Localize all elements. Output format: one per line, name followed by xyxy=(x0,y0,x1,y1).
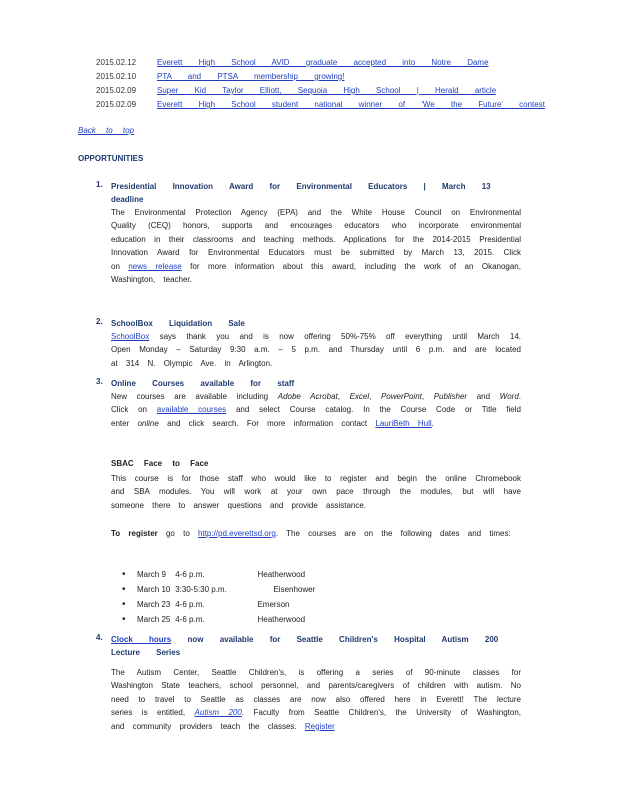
item-number: 2. xyxy=(96,317,103,326)
news-item xyxy=(96,56,545,70)
schoolbox-link[interactable]: SchoolBox xyxy=(111,332,150,341)
item-text: . xyxy=(431,418,434,428)
item-text: and xyxy=(476,392,491,401)
item-text: New courses are available including xyxy=(111,392,269,401)
session-time: 4-6 p.m. xyxy=(175,570,205,579)
list-item xyxy=(122,582,315,597)
session-list xyxy=(122,567,315,627)
news-release-link[interactable]: news release xyxy=(128,261,182,271)
session-date: March 23 xyxy=(137,600,171,609)
item-number: 4. xyxy=(96,633,103,642)
list-item xyxy=(122,567,315,582)
news-link[interactable]: Everett High School AVID graduate accepted into Notre Dame xyxy=(157,58,489,67)
news-link[interactable]: Everett High School student national winner of 'We the Future' contest xyxy=(157,100,545,109)
app-name: PowerPoint xyxy=(380,392,422,401)
news-date: 2015.02.12 xyxy=(96,58,137,67)
session-time: 4-6 p.m. xyxy=(175,600,205,609)
session-place: Heatherwood xyxy=(257,615,306,624)
item-body xyxy=(111,330,521,370)
item-text: . The courses are on the following dates and times: xyxy=(275,529,511,538)
item-title: SchoolBox Liquidation Sale xyxy=(111,319,245,328)
item-body xyxy=(111,666,521,733)
app-name: Publisher xyxy=(433,392,468,401)
news-item xyxy=(96,70,545,84)
session-date: March 9 xyxy=(137,570,166,579)
news-item xyxy=(96,98,545,112)
item-text: and select Course catalog. In the Course Code or Title field enter xyxy=(111,405,521,428)
item-text: The Autism Center, Seattle Children's, is offering a series of 90-minute classes for Washington State teachers, school personnel, and parents/caregivers of children with autism. No need to travel to Seattle as classes are now also offered here in Everett! The lecture series is entitled, xyxy=(111,668,521,718)
item-text: . Faculty from Seattle Children's, the University of Washington, and community providers teach the classes. xyxy=(111,708,521,731)
back-to-top-link[interactable]: Back to top xyxy=(78,126,135,135)
item-title xyxy=(111,633,521,659)
item-title: Presidential Innovation Award for Environmental Educators | March 13 deadline xyxy=(111,182,491,204)
autism-200-link[interactable]: Autism 200 xyxy=(194,708,242,718)
news-link[interactable]: Super Kid Taylor Elliott, Sequoia High School | Herald article xyxy=(157,86,497,95)
list-item xyxy=(122,597,315,612)
session-date: March 10 xyxy=(137,585,171,594)
session-place: Eisenhower xyxy=(273,585,316,594)
news-item xyxy=(96,84,545,98)
session-place: Emerson xyxy=(257,600,290,609)
app-name: Word xyxy=(499,392,519,401)
list-item xyxy=(122,612,315,627)
item-text: The Environmental Protection Agency (EPA) and the White House Council on Environmental Quality (CEQ) honors, supports and encourages educators who incorporate environmental education in their classrooms and teaching methods. Applications for the 2014-2015 Presidential Innovation Award for Environmental Educators must be submitted by March 13, 2015. Click on xyxy=(111,208,521,271)
register-label: To register xyxy=(111,529,158,538)
item-text: go to xyxy=(165,529,190,538)
session-time: 3:30-5:30 p.m. xyxy=(175,585,227,594)
item-title: Online Courses available for staff xyxy=(111,379,295,388)
app-name: Adobe Acrobat xyxy=(277,392,338,401)
item-title-text: now available for Seattle Children's Hospital Autism 200 Lecture Series xyxy=(111,635,499,657)
item-body xyxy=(111,206,521,286)
item-text: says thank you and is now offering 50%-75% off everything until March 14. Open Monday – Saturday 9:30 a.m. – 5 p.m. and Thursday until 6 p.m. and are located at 314 N. Olympic Ave. in Arlington. xyxy=(111,332,521,368)
register-link[interactable]: Register xyxy=(304,721,335,731)
sbac-title: SBAC Face to Face xyxy=(111,459,209,468)
news-link[interactable]: PTA and PTSA membership growing! xyxy=(157,72,345,81)
item-body: New courses are available including Adobe Acrobat, Excel, PowerPoint, Publisher and Word. Click on available courses and select Course catalog. In the Course Code or Title field enter online and click search. For more information contact LauriBeth Hull. xyxy=(111,392,522,428)
sbac-body: This course is for those staff who would like to register and begin the online Chromebook and SBA modules. You will work at your own pace through the modules, but will have someone there to answer questions and provide assistance. xyxy=(111,474,521,510)
session-date: March 25 xyxy=(137,615,171,624)
item-number: 3. xyxy=(96,377,103,386)
news-date: 2015.02.09 xyxy=(96,100,137,109)
item-text: for more information about this award, including the work of an Okanogan, Washington, teacher. xyxy=(111,261,521,285)
news-date: 2015.02.10 xyxy=(96,72,137,81)
contact-link[interactable]: LauriBeth Hull xyxy=(375,418,432,428)
news-list xyxy=(96,56,545,112)
news-date: 2015.02.09 xyxy=(96,86,137,95)
keyword: online xyxy=(137,418,159,428)
session-time: 4-6 p.m. xyxy=(175,615,205,624)
item-text: and click search. For more information contact xyxy=(167,418,368,428)
available-courses-link[interactable]: available courses xyxy=(156,405,227,415)
pd-site-link[interactable]: http://pd.everettsd.org xyxy=(198,529,276,538)
section-title: OPPORTUNITIES xyxy=(78,154,144,163)
app-name: Excel xyxy=(349,392,370,401)
clock-hours-link[interactable]: Clock hours xyxy=(111,635,172,644)
item-text: . Click on xyxy=(111,392,522,415)
item-number: 1. xyxy=(96,180,103,189)
session-place: Heatherwood xyxy=(257,570,306,579)
register-info xyxy=(111,527,521,540)
